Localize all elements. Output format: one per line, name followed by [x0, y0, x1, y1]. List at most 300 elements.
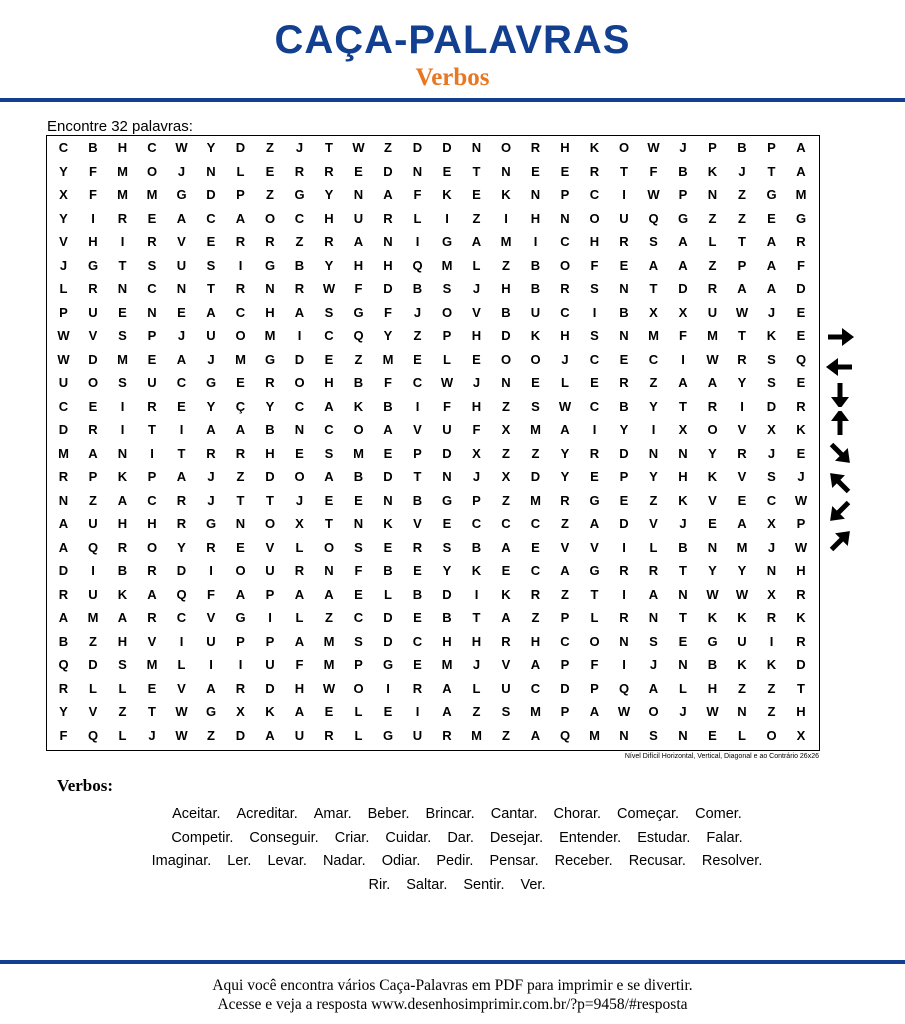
grid-cell[interactable]: M: [146, 657, 158, 672]
grid-cell[interactable]: B: [530, 281, 541, 296]
grid-cell[interactable]: G: [441, 492, 453, 508]
grid-cell[interactable]: U: [147, 375, 157, 390]
grid-cell[interactable]: Z: [767, 680, 776, 696]
grid-cell[interactable]: C: [589, 351, 600, 367]
grid-cell[interactable]: I: [150, 445, 154, 461]
grid-cell[interactable]: D: [442, 140, 452, 155]
grid-cell[interactable]: Z: [561, 516, 569, 531]
grid-cell[interactable]: Y: [206, 140, 216, 155]
grid-cell[interactable]: T: [207, 281, 215, 296]
grid-cell[interactable]: E: [295, 445, 304, 461]
grid-cell[interactable]: J: [767, 445, 776, 461]
grid-cell[interactable]: D: [235, 140, 246, 155]
grid-cell[interactable]: G: [589, 563, 600, 578]
grid-cell[interactable]: E: [206, 234, 216, 249]
grid-cell[interactable]: E: [383, 704, 393, 719]
grid-cell[interactable]: J: [472, 469, 481, 484]
grid-cell[interactable]: G: [205, 704, 217, 719]
grid-cell[interactable]: N: [648, 445, 659, 461]
grid-cell[interactable]: A: [235, 586, 246, 602]
grid-cell[interactable]: G: [264, 257, 276, 273]
footer-line-2[interactable]: Acesse e veja a resposta www.desenhosimprimir.com.br/?p=9458/#resposta: [217, 996, 688, 1013]
grid-cell[interactable]: P: [737, 257, 747, 273]
grid-cell[interactable]: X: [501, 469, 511, 484]
grid-cell[interactable]: R: [530, 586, 541, 602]
grid-cell[interactable]: N: [176, 281, 187, 296]
grid-cell[interactable]: R: [560, 281, 570, 296]
grid-cell[interactable]: I: [91, 563, 95, 578]
grid-cell[interactable]: Z: [236, 469, 245, 484]
grid-cell[interactable]: Z: [207, 727, 215, 743]
grid-cell[interactable]: J: [148, 727, 156, 743]
grid-cell[interactable]: A: [648, 257, 659, 273]
grid-cell[interactable]: A: [442, 680, 452, 696]
grid-cell[interactable]: S: [118, 375, 127, 390]
grid-cell[interactable]: I: [769, 633, 774, 649]
grid-cell[interactable]: T: [679, 563, 687, 578]
grid-cell[interactable]: K: [707, 610, 718, 625]
grid-cell[interactable]: E: [265, 163, 275, 179]
grid-cell[interactable]: P: [236, 633, 245, 649]
grid-cell[interactable]: T: [236, 492, 245, 508]
grid-cell[interactable]: L: [295, 610, 304, 625]
grid-cell[interactable]: L: [443, 351, 451, 367]
grid-cell[interactable]: C: [589, 187, 600, 202]
grid-cell[interactable]: A: [58, 539, 69, 555]
grid-cell[interactable]: M: [146, 187, 158, 202]
grid-cell[interactable]: J: [177, 163, 186, 179]
grid-cell[interactable]: D: [442, 445, 452, 461]
grid-cell[interactable]: X: [767, 422, 776, 437]
grid-cell[interactable]: U: [265, 563, 275, 578]
grid-cell[interactable]: F: [443, 398, 451, 414]
grid-cell[interactable]: W: [647, 140, 660, 155]
grid-cell[interactable]: R: [117, 210, 128, 226]
grid-cell[interactable]: H: [589, 234, 600, 249]
grid-cell[interactable]: C: [147, 140, 157, 155]
grid-cell[interactable]: I: [474, 586, 479, 602]
grid-cell[interactable]: E: [796, 445, 806, 461]
grid-cell[interactable]: Y: [206, 398, 216, 414]
grid-cell[interactable]: A: [707, 375, 718, 390]
grid-cell[interactable]: E: [177, 304, 186, 320]
grid-cell[interactable]: D: [619, 445, 629, 461]
grid-cell[interactable]: E: [442, 163, 452, 179]
grid-cell[interactable]: A: [530, 727, 541, 743]
grid-cell[interactable]: Z: [295, 234, 304, 249]
grid-cell[interactable]: F: [354, 281, 363, 296]
grid-cell[interactable]: N: [619, 633, 629, 649]
grid-cell[interactable]: Q: [648, 210, 659, 226]
grid-cell[interactable]: E: [324, 492, 334, 508]
grid-cell[interactable]: O: [323, 539, 335, 555]
grid-cell[interactable]: N: [619, 281, 629, 296]
grid-cell[interactable]: Y: [324, 187, 334, 202]
grid-cell[interactable]: A: [117, 610, 128, 625]
grid-cell[interactable]: R: [412, 539, 423, 555]
grid-cell[interactable]: R: [235, 234, 246, 249]
grid-cell[interactable]: E: [324, 351, 334, 367]
grid-cell[interactable]: S: [206, 257, 216, 273]
grid-cell[interactable]: R: [619, 234, 629, 249]
grid-cell[interactable]: N: [678, 586, 688, 602]
grid-cell[interactable]: K: [707, 469, 718, 484]
grid-cell[interactable]: L: [590, 610, 599, 625]
grid-cell[interactable]: J: [561, 351, 569, 367]
grid-cell[interactable]: Z: [89, 492, 97, 508]
grid-cell[interactable]: F: [797, 257, 805, 273]
grid-cell[interactable]: I: [120, 422, 125, 437]
grid-cell[interactable]: V: [737, 469, 747, 484]
grid-cell[interactable]: O: [235, 563, 246, 578]
grid-cell[interactable]: R: [265, 234, 275, 249]
grid-cell[interactable]: P: [236, 187, 245, 202]
grid-cell[interactable]: U: [619, 210, 629, 226]
grid-cell[interactable]: R: [383, 210, 393, 226]
grid-cell[interactable]: S: [324, 304, 334, 320]
grid-cell[interactable]: D: [796, 281, 806, 296]
grid-cell[interactable]: Q: [87, 727, 99, 743]
grid-cell[interactable]: K: [796, 422, 806, 437]
grid-cell[interactable]: Z: [413, 328, 422, 343]
grid-cell[interactable]: F: [89, 163, 97, 179]
grid-cell[interactable]: I: [622, 586, 626, 602]
grid-cell[interactable]: X: [678, 304, 688, 320]
grid-cell[interactable]: E: [354, 492, 363, 508]
grid-cell[interactable]: E: [796, 328, 806, 343]
grid-cell[interactable]: R: [235, 281, 246, 296]
grid-cell[interactable]: O: [648, 704, 659, 719]
grid-cell[interactable]: Z: [89, 633, 97, 649]
grid-cell[interactable]: Y: [708, 563, 717, 578]
grid-cell[interactable]: W: [706, 351, 719, 367]
grid-cell[interactable]: F: [384, 375, 392, 390]
grid-cell[interactable]: I: [622, 539, 626, 555]
grid-cell[interactable]: Q: [795, 351, 807, 367]
grid-cell[interactable]: A: [147, 586, 157, 602]
grid-cell[interactable]: X: [649, 304, 658, 320]
grid-cell[interactable]: G: [766, 187, 777, 202]
grid-cell[interactable]: E: [147, 351, 157, 367]
grid-cell[interactable]: Z: [767, 704, 776, 719]
grid-cell[interactable]: E: [590, 469, 599, 484]
grid-cell[interactable]: L: [236, 163, 245, 179]
grid-cell[interactable]: A: [589, 704, 600, 719]
grid-cell[interactable]: J: [295, 492, 304, 508]
grid-cell[interactable]: V: [206, 610, 216, 625]
grid-cell[interactable]: R: [176, 492, 187, 508]
grid-cell[interactable]: R: [442, 727, 452, 743]
grid-cell[interactable]: N: [383, 234, 393, 249]
grid-cell[interactable]: O: [353, 680, 364, 696]
grid-cell[interactable]: O: [766, 727, 777, 743]
grid-cell[interactable]: R: [294, 163, 305, 179]
grid-cell[interactable]: D: [560, 680, 570, 696]
grid-cell[interactable]: I: [415, 398, 420, 414]
grid-cell[interactable]: R: [235, 445, 246, 461]
grid-cell[interactable]: R: [707, 281, 718, 296]
grid-cell[interactable]: S: [649, 633, 658, 649]
grid-cell[interactable]: Y: [177, 539, 186, 555]
grid-cell[interactable]: S: [324, 445, 334, 461]
grid-cell[interactable]: F: [413, 187, 422, 202]
grid-cell[interactable]: T: [767, 163, 776, 179]
grid-cell[interactable]: H: [383, 257, 393, 273]
grid-cell[interactable]: Z: [384, 140, 392, 155]
grid-cell[interactable]: L: [561, 375, 569, 390]
grid-cell[interactable]: Q: [353, 328, 364, 343]
grid-cell[interactable]: Y: [383, 328, 393, 343]
grid-cell[interactable]: N: [678, 727, 688, 743]
grid-cell[interactable]: P: [708, 140, 717, 155]
grid-cell[interactable]: R: [294, 563, 305, 578]
grid-cell[interactable]: V: [413, 516, 422, 531]
grid-cell[interactable]: J: [472, 281, 481, 296]
grid-cell[interactable]: S: [147, 257, 157, 273]
grid-cell[interactable]: G: [589, 492, 600, 508]
grid-cell[interactable]: Z: [472, 704, 481, 719]
grid-cell[interactable]: Y: [649, 398, 658, 414]
grid-cell[interactable]: N: [58, 492, 69, 508]
grid-cell[interactable]: Y: [737, 375, 747, 390]
grid-cell[interactable]: I: [179, 422, 184, 437]
grid-cell[interactable]: V: [501, 657, 511, 672]
grid-cell[interactable]: I: [445, 210, 449, 226]
grid-cell[interactable]: G: [795, 210, 807, 226]
grid-cell[interactable]: Y: [560, 445, 570, 461]
grid-cell[interactable]: K: [766, 328, 777, 343]
grid-cell[interactable]: N: [678, 445, 688, 461]
grid-cell[interactable]: R: [58, 469, 69, 484]
grid-cell[interactable]: U: [58, 375, 69, 390]
grid-cell[interactable]: E: [619, 492, 629, 508]
grid-cell[interactable]: M: [87, 610, 99, 625]
grid-cell[interactable]: H: [560, 140, 570, 155]
grid-cell[interactable]: D: [88, 351, 98, 367]
grid-cell[interactable]: P: [88, 469, 98, 484]
grid-cell[interactable]: W: [735, 586, 749, 602]
grid-cell[interactable]: N: [383, 492, 393, 508]
grid-cell[interactable]: M: [530, 492, 541, 508]
grid-cell[interactable]: V: [472, 304, 481, 320]
grid-cell[interactable]: A: [324, 586, 334, 602]
grid-cell[interactable]: A: [58, 610, 69, 625]
grid-cell[interactable]: W: [322, 281, 336, 296]
grid-cell[interactable]: E: [796, 304, 806, 320]
grid-cell[interactable]: K: [796, 610, 806, 625]
grid-cell[interactable]: J: [207, 469, 215, 484]
grid-cell[interactable]: K: [442, 187, 452, 202]
grid-cell[interactable]: T: [679, 610, 687, 625]
grid-cell[interactable]: U: [294, 727, 305, 743]
grid-cell[interactable]: S: [590, 281, 599, 296]
grid-cell[interactable]: Y: [324, 257, 334, 273]
grid-cell[interactable]: N: [442, 469, 452, 484]
grid-cell[interactable]: O: [618, 140, 630, 155]
grid-cell[interactable]: K: [501, 187, 511, 202]
grid-cell[interactable]: D: [206, 187, 216, 202]
grid-cell[interactable]: R: [530, 140, 541, 155]
grid-cell[interactable]: L: [708, 234, 717, 249]
grid-cell[interactable]: Z: [708, 210, 717, 226]
grid-cell[interactable]: C: [560, 234, 570, 249]
grid-cell[interactable]: R: [147, 234, 157, 249]
grid-cell[interactable]: C: [589, 398, 600, 414]
grid-cell[interactable]: R: [560, 492, 570, 508]
grid-cell[interactable]: D: [796, 657, 806, 672]
grid-cell[interactable]: M: [323, 657, 335, 672]
grid-cell[interactable]: C: [176, 375, 187, 390]
grid-cell[interactable]: N: [619, 727, 629, 743]
grid-cell[interactable]: C: [58, 398, 69, 414]
grid-cell[interactable]: Z: [118, 704, 127, 719]
grid-cell[interactable]: W: [440, 375, 454, 390]
grid-cell[interactable]: U: [265, 657, 275, 672]
grid-cell[interactable]: N: [324, 563, 334, 578]
grid-cell[interactable]: R: [58, 680, 69, 696]
grid-cell[interactable]: T: [738, 234, 746, 249]
grid-cell[interactable]: P: [147, 469, 157, 484]
grid-cell[interactable]: V: [88, 328, 98, 343]
grid-cell[interactable]: L: [472, 680, 481, 696]
grid-cell[interactable]: Y: [649, 469, 658, 484]
grid-cell[interactable]: G: [353, 304, 364, 320]
grid-cell[interactable]: E: [236, 539, 245, 555]
grid-cell[interactable]: O: [500, 351, 512, 367]
grid-cell[interactable]: M: [441, 657, 453, 672]
grid-cell[interactable]: K: [353, 398, 364, 414]
grid-cell[interactable]: I: [179, 633, 184, 649]
grid-cell[interactable]: H: [471, 633, 482, 649]
grid-cell[interactable]: U: [707, 304, 718, 320]
grid-cell[interactable]: A: [383, 187, 393, 202]
grid-cell[interactable]: L: [354, 727, 363, 743]
grid-cell[interactable]: T: [590, 586, 599, 602]
grid-cell[interactable]: H: [294, 680, 305, 696]
grid-cell[interactable]: W: [794, 492, 808, 508]
grid-cell[interactable]: A: [442, 704, 452, 719]
grid-cell[interactable]: C: [530, 680, 541, 696]
grid-cell[interactable]: A: [294, 633, 305, 649]
grid-cell[interactable]: Y: [265, 398, 275, 414]
grid-cell[interactable]: T: [325, 140, 333, 155]
grid-cell[interactable]: Q: [412, 257, 423, 273]
grid-cell[interactable]: W: [352, 140, 365, 155]
grid-cell[interactable]: L: [738, 727, 746, 743]
grid-cell[interactable]: V: [560, 539, 570, 555]
grid-cell[interactable]: N: [235, 516, 246, 531]
grid-cell[interactable]: C: [530, 516, 541, 531]
grid-cell[interactable]: N: [117, 445, 128, 461]
grid-cell[interactable]: Z: [472, 210, 481, 226]
grid-cell[interactable]: B: [383, 398, 393, 414]
grid-cell[interactable]: H: [324, 210, 334, 226]
grid-cell[interactable]: I: [415, 704, 420, 719]
grid-cell[interactable]: A: [796, 163, 806, 179]
grid-cell[interactable]: C: [294, 398, 305, 414]
grid-cell[interactable]: A: [678, 375, 688, 390]
grid-cell[interactable]: Q: [618, 680, 630, 696]
grid-cell[interactable]: E: [590, 375, 599, 390]
grid-cell[interactable]: D: [501, 328, 511, 343]
grid-cell[interactable]: R: [589, 163, 600, 179]
grid-cell[interactable]: M: [736, 539, 748, 555]
grid-cell[interactable]: I: [415, 234, 420, 249]
grid-cell[interactable]: K: [530, 328, 541, 343]
grid-cell[interactable]: Z: [531, 610, 540, 625]
grid-cell[interactable]: P: [59, 304, 68, 320]
grid-cell[interactable]: Y: [619, 422, 629, 437]
grid-cell[interactable]: M: [441, 257, 453, 273]
grid-cell[interactable]: R: [796, 234, 806, 249]
grid-cell[interactable]: R: [206, 445, 216, 461]
grid-cell[interactable]: T: [148, 422, 156, 437]
grid-cell[interactable]: N: [353, 187, 364, 202]
grid-cell[interactable]: K: [737, 657, 747, 672]
grid-cell[interactable]: K: [265, 704, 275, 719]
grid-cell[interactable]: N: [530, 187, 541, 202]
grid-cell[interactable]: T: [472, 610, 481, 625]
grid-cell[interactable]: Z: [266, 187, 274, 202]
grid-cell[interactable]: X: [796, 727, 806, 743]
grid-cell[interactable]: D: [88, 657, 98, 672]
grid-cell[interactable]: B: [58, 633, 69, 649]
grid-cell[interactable]: B: [117, 563, 128, 578]
grid-cell[interactable]: Ç: [235, 398, 246, 414]
grid-cell[interactable]: A: [530, 657, 541, 672]
grid-cell[interactable]: F: [590, 657, 599, 672]
grid-cell[interactable]: G: [382, 657, 394, 672]
grid-cell[interactable]: A: [383, 422, 393, 437]
grid-cell[interactable]: Z: [502, 727, 510, 743]
grid-cell[interactable]: M: [589, 727, 600, 743]
grid-cell[interactable]: X: [472, 445, 481, 461]
grid-cell[interactable]: E: [501, 563, 511, 578]
grid-cell[interactable]: J: [207, 351, 215, 367]
grid-cell[interactable]: R: [412, 680, 423, 696]
grid-cell[interactable]: P: [619, 469, 629, 484]
grid-cell[interactable]: J: [413, 304, 422, 320]
grid-cell[interactable]: S: [442, 281, 452, 296]
grid-cell[interactable]: H: [442, 633, 452, 649]
grid-cell[interactable]: T: [738, 328, 746, 343]
grid-cell[interactable]: Z: [738, 187, 746, 202]
grid-cell[interactable]: I: [120, 234, 125, 249]
grid-cell[interactable]: E: [324, 704, 334, 719]
grid-cell[interactable]: X: [59, 187, 68, 202]
grid-cell[interactable]: U: [737, 633, 747, 649]
grid-cell[interactable]: O: [146, 539, 158, 555]
grid-cell[interactable]: E: [619, 351, 629, 367]
grid-cell[interactable]: I: [120, 398, 125, 414]
grid-cell[interactable]: P: [560, 657, 570, 672]
grid-cell[interactable]: U: [176, 257, 187, 273]
grid-cell[interactable]: U: [206, 328, 216, 343]
grid-cell[interactable]: R: [324, 163, 334, 179]
grid-cell[interactable]: P: [560, 187, 570, 202]
grid-cell[interactable]: E: [383, 539, 393, 555]
grid-cell[interactable]: F: [207, 586, 215, 602]
grid-cell[interactable]: N: [766, 563, 777, 578]
grid-cell[interactable]: C: [176, 610, 187, 625]
grid-cell[interactable]: V: [265, 539, 275, 555]
grid-cell[interactable]: N: [678, 657, 688, 672]
grid-cell[interactable]: A: [265, 727, 275, 743]
grid-cell[interactable]: S: [501, 704, 511, 719]
grid-cell[interactable]: H: [117, 516, 128, 531]
grid-cell[interactable]: Q: [559, 727, 571, 743]
grid-cell[interactable]: C: [766, 492, 777, 508]
